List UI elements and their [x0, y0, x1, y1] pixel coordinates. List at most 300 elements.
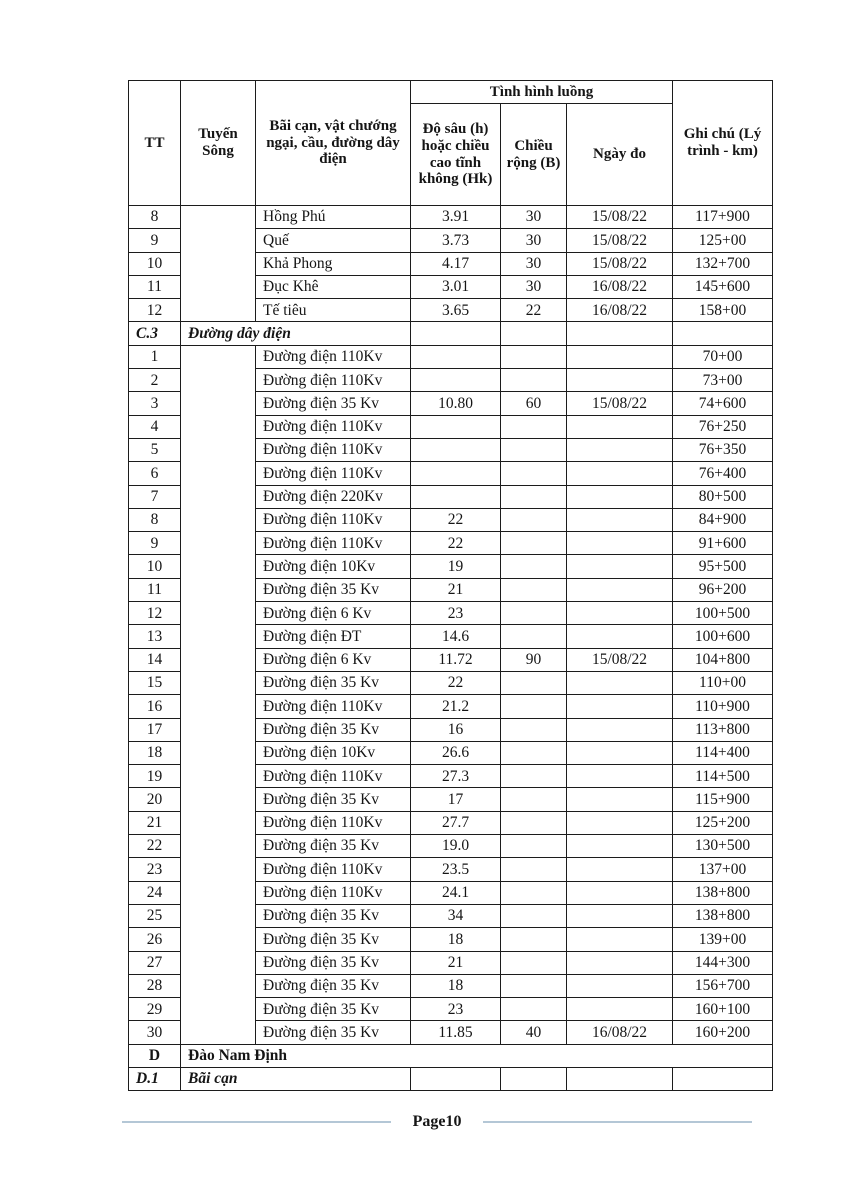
cell-width [501, 438, 567, 461]
cell-width [501, 578, 567, 601]
cell-date [567, 998, 673, 1021]
cell-date [567, 322, 673, 345]
cell-date [567, 369, 673, 392]
cell-width [501, 998, 567, 1021]
channel-survey-table [128, 80, 773, 1091]
cell-depth: 18 [411, 974, 501, 997]
cell-tt: 16 [129, 695, 181, 718]
header-river-route: Tuyến Sông [181, 81, 256, 206]
cell-route [181, 252, 256, 275]
cell-date [567, 438, 673, 461]
cell-tt: 10 [129, 555, 181, 578]
table-row [129, 485, 773, 508]
cell-name: Đường điện 35 Kv [256, 928, 411, 951]
cell-note: 76+400 [673, 462, 773, 485]
cell-tt: 1 [129, 345, 181, 368]
cell-name: Đường điện 35 Kv [256, 904, 411, 927]
cell-note: 138+800 [673, 904, 773, 927]
cell-tt: 18 [129, 741, 181, 764]
cell-note: 84+900 [673, 508, 773, 531]
header-channel-group: Tình hình luồng [411, 81, 673, 104]
cell-date: 15/08/22 [567, 648, 673, 671]
cell-width: 40 [501, 1021, 567, 1044]
cell-name: Đường điện 110Kv [256, 415, 411, 438]
cell-name: Đường điện 110Kv [256, 765, 411, 788]
cell-date: 15/08/22 [567, 392, 673, 415]
cell-date: 15/08/22 [567, 206, 673, 229]
cell-name: Đường điện 110Kv [256, 695, 411, 718]
cell-route [181, 788, 256, 811]
cell-name: Đường điện 35 Kv [256, 671, 411, 694]
cell-route [181, 229, 256, 252]
cell-route [181, 462, 256, 485]
cell-date [567, 858, 673, 881]
cell-width [501, 485, 567, 508]
cell-width [501, 345, 567, 368]
cell-depth [411, 462, 501, 485]
cell-tt: 11 [129, 578, 181, 601]
cell-depth: 3.73 [411, 229, 501, 252]
cell-date [567, 811, 673, 834]
cell-width [501, 462, 567, 485]
cell-route [181, 974, 256, 997]
section-row [129, 1067, 773, 1090]
cell-date [567, 765, 673, 788]
header-tt: TT [129, 81, 181, 206]
cell-depth [411, 415, 501, 438]
cell-tt: 11 [129, 275, 181, 298]
cell-width: 30 [501, 275, 567, 298]
cell-width [501, 555, 567, 578]
cell-depth: 24.1 [411, 881, 501, 904]
cell-depth: 22 [411, 532, 501, 555]
cell-name: Đường điện 110Kv [256, 462, 411, 485]
cell-route [181, 881, 256, 904]
cell-route [181, 998, 256, 1021]
cell-tt: 12 [129, 602, 181, 625]
cell-name: Đường điện 110Kv [256, 369, 411, 392]
cell-note [673, 1067, 773, 1090]
cell-width: 30 [501, 229, 567, 252]
cell-width [501, 671, 567, 694]
cell-depth: 11.72 [411, 648, 501, 671]
cell-depth [411, 345, 501, 368]
cell-name: Đường điện 35 Kv [256, 578, 411, 601]
cell-name: Khả Phong [256, 252, 411, 275]
cell-tt: 25 [129, 904, 181, 927]
cell-name: Đường điện 6 Kv [256, 602, 411, 625]
cell-depth: 11.85 [411, 1021, 501, 1044]
cell-route [181, 485, 256, 508]
header-width: Chiều rộng (B) [501, 104, 567, 206]
cell-date [567, 788, 673, 811]
cell-note: 145+600 [673, 275, 773, 298]
cell-tt: 8 [129, 206, 181, 229]
cell-depth [411, 369, 501, 392]
cell-route [181, 392, 256, 415]
cell-width [501, 951, 567, 974]
cell-width: 30 [501, 252, 567, 275]
cell-date [567, 718, 673, 741]
cell-name: Đường điện 10Kv [256, 741, 411, 764]
cell-note: 114+400 [673, 741, 773, 764]
cell-note: 137+00 [673, 858, 773, 881]
table-row [129, 345, 773, 368]
cell-depth: 18 [411, 928, 501, 951]
cell-depth: 21.2 [411, 695, 501, 718]
header-note: Ghi chú (Lý trình - km) [673, 81, 773, 206]
cell-name: Đường điện 6 Kv [256, 648, 411, 671]
cell-width [501, 1067, 567, 1090]
cell-tt: 8 [129, 508, 181, 531]
cell-depth: 3.65 [411, 299, 501, 322]
cell-width [501, 928, 567, 951]
cell-tt: 28 [129, 974, 181, 997]
cell-tt: C.3 [129, 322, 181, 345]
cell-route [181, 345, 256, 368]
cell-route [181, 532, 256, 555]
cell-name: Đường điện 110Kv [256, 532, 411, 555]
cell-tt: 7 [129, 485, 181, 508]
cell-date [567, 345, 673, 368]
cell-width: 90 [501, 648, 567, 671]
cell-note: 115+900 [673, 788, 773, 811]
cell-note: 74+600 [673, 392, 773, 415]
cell-section-title: Đào Nam Định [181, 1044, 773, 1067]
cell-note: 100+500 [673, 602, 773, 625]
cell-date [567, 625, 673, 648]
cell-tt: 13 [129, 625, 181, 648]
cell-note: 110+00 [673, 671, 773, 694]
cell-depth: 16 [411, 718, 501, 741]
cell-tt: 21 [129, 811, 181, 834]
cell-tt: 6 [129, 462, 181, 485]
cell-name: Đường điện 110Kv [256, 858, 411, 881]
cell-depth: 23.5 [411, 858, 501, 881]
cell-note [673, 322, 773, 345]
cell-tt: 4 [129, 415, 181, 438]
header-depth: Độ sâu (h) hoặc chiều cao tĩnh không (Hk) [411, 104, 501, 206]
cell-route [181, 578, 256, 601]
cell-note: 132+700 [673, 252, 773, 275]
cell-note: 158+00 [673, 299, 773, 322]
table-row [129, 811, 773, 834]
cell-depth [411, 1067, 501, 1090]
cell-width: 22 [501, 299, 567, 322]
cell-date [567, 904, 673, 927]
cell-depth: 21 [411, 951, 501, 974]
cell-date [567, 835, 673, 858]
table-row [129, 904, 773, 927]
table-row [129, 858, 773, 881]
cell-tt: 27 [129, 951, 181, 974]
cell-route [181, 602, 256, 625]
page-number: Page10 [412, 1113, 462, 1130]
cell-name: Đường điện 110Kv [256, 881, 411, 904]
cell-width [501, 695, 567, 718]
cell-route [181, 695, 256, 718]
cell-route [181, 811, 256, 834]
cell-width [501, 974, 567, 997]
cell-date [567, 951, 673, 974]
cell-depth: 27.7 [411, 811, 501, 834]
cell-note: 95+500 [673, 555, 773, 578]
table-row [129, 765, 773, 788]
table-row [129, 299, 773, 322]
cell-note: 138+800 [673, 881, 773, 904]
cell-route [181, 415, 256, 438]
cell-depth: 10.80 [411, 392, 501, 415]
cell-name: Quế [256, 229, 411, 252]
cell-tt: 14 [129, 648, 181, 671]
cell-tt: 22 [129, 835, 181, 858]
cell-date [567, 555, 673, 578]
cell-name: Đường điện 35 Kv [256, 974, 411, 997]
cell-depth: 22 [411, 508, 501, 531]
cell-depth: 14.6 [411, 625, 501, 648]
cell-name: Đường điện 35 Kv [256, 718, 411, 741]
cell-width [501, 718, 567, 741]
cell-route [181, 206, 256, 229]
table-row [129, 252, 773, 275]
cell-depth: 34 [411, 904, 501, 927]
cell-name: Đường điện 35 Kv [256, 835, 411, 858]
cell-date: 16/08/22 [567, 299, 673, 322]
cell-route [181, 671, 256, 694]
cell-note: 113+800 [673, 718, 773, 741]
footer-rule-left [122, 1121, 391, 1123]
table-row [129, 648, 773, 671]
table-row [129, 415, 773, 438]
table-row [129, 369, 773, 392]
cell-date [567, 928, 673, 951]
cell-date [567, 578, 673, 601]
cell-width [501, 788, 567, 811]
cell-route [181, 299, 256, 322]
cell-tt: 9 [129, 229, 181, 252]
cell-tt: D [129, 1044, 181, 1067]
cell-note: 110+900 [673, 695, 773, 718]
footer-rule-right [483, 1121, 752, 1123]
cell-note: 156+700 [673, 974, 773, 997]
cell-note: 130+500 [673, 835, 773, 858]
cell-note: 160+100 [673, 998, 773, 1021]
cell-date: 15/08/22 [567, 252, 673, 275]
table-row [129, 229, 773, 252]
cell-route [181, 369, 256, 392]
cell-route [181, 438, 256, 461]
cell-note: 76+250 [673, 415, 773, 438]
cell-date [567, 671, 673, 694]
cell-name: Đường điện 110Kv [256, 438, 411, 461]
cell-depth: 19.0 [411, 835, 501, 858]
cell-date: 15/08/22 [567, 229, 673, 252]
cell-tt: 24 [129, 881, 181, 904]
cell-name: Đường điện 35 Kv [256, 998, 411, 1021]
table-row [129, 718, 773, 741]
table-row [129, 508, 773, 531]
cell-date: 16/08/22 [567, 1021, 673, 1044]
cell-tt: 17 [129, 718, 181, 741]
cell-route [181, 928, 256, 951]
cell-note: 117+900 [673, 206, 773, 229]
cell-date [567, 741, 673, 764]
table-row [129, 206, 773, 229]
cell-route [181, 648, 256, 671]
table-row [129, 392, 773, 415]
table-row [129, 695, 773, 718]
cell-name: Đường điện 220Kv [256, 485, 411, 508]
cell-route [181, 555, 256, 578]
cell-width [501, 835, 567, 858]
table-row [129, 438, 773, 461]
cell-note: 104+800 [673, 648, 773, 671]
cell-date [567, 415, 673, 438]
cell-route [181, 625, 256, 648]
cell-width: 60 [501, 392, 567, 415]
cell-depth: 26.6 [411, 741, 501, 764]
cell-tt: 20 [129, 788, 181, 811]
cell-name: Đường điện 35 Kv [256, 951, 411, 974]
cell-width [501, 811, 567, 834]
cell-tt: 5 [129, 438, 181, 461]
cell-date [567, 974, 673, 997]
cell-note: 125+00 [673, 229, 773, 252]
cell-date: 16/08/22 [567, 275, 673, 298]
cell-width [501, 508, 567, 531]
table-row [129, 1021, 773, 1044]
header-obstacle: Bãi cạn, vật chướng ngại, cầu, đường dây điện [256, 81, 411, 206]
table-row [129, 928, 773, 951]
cell-depth: 21 [411, 578, 501, 601]
cell-width [501, 904, 567, 927]
cell-name: Đường điện 35 Kv [256, 1021, 411, 1044]
cell-note: 73+00 [673, 369, 773, 392]
cell-tt: 3 [129, 392, 181, 415]
cell-depth: 3.01 [411, 275, 501, 298]
cell-depth: 22 [411, 671, 501, 694]
cell-name: Đường điện 10Kv [256, 555, 411, 578]
cell-depth: 23 [411, 602, 501, 625]
cell-tt: 23 [129, 858, 181, 881]
table-row [129, 671, 773, 694]
cell-route [181, 904, 256, 927]
cell-depth [411, 485, 501, 508]
cell-note: 91+600 [673, 532, 773, 555]
cell-note: 139+00 [673, 928, 773, 951]
table-row [129, 625, 773, 648]
table-row [129, 275, 773, 298]
table-row [129, 532, 773, 555]
table-row [129, 835, 773, 858]
section-row [129, 1044, 773, 1067]
cell-route [181, 275, 256, 298]
table-row [129, 462, 773, 485]
table-row [129, 951, 773, 974]
cell-width [501, 741, 567, 764]
cell-tt: 29 [129, 998, 181, 1021]
cell-depth: 19 [411, 555, 501, 578]
cell-width [501, 322, 567, 345]
cell-route [181, 718, 256, 741]
cell-route [181, 741, 256, 764]
cell-name: Đường điện ĐT [256, 625, 411, 648]
cell-route [181, 508, 256, 531]
cell-date [567, 1067, 673, 1090]
cell-route [181, 765, 256, 788]
cell-name: Đường điện 35 Kv [256, 788, 411, 811]
cell-width: 30 [501, 206, 567, 229]
cell-section-title: Bãi cạn [181, 1067, 411, 1090]
cell-name: Đường điện 35 Kv [256, 392, 411, 415]
cell-note: 70+00 [673, 345, 773, 368]
cell-width [501, 881, 567, 904]
cell-date [567, 532, 673, 555]
page-footer [122, 1110, 752, 1134]
cell-depth: 23 [411, 998, 501, 1021]
table-row [129, 602, 773, 625]
cell-route [181, 858, 256, 881]
cell-tt: 19 [129, 765, 181, 788]
cell-name: Hồng Phú [256, 206, 411, 229]
cell-width [501, 369, 567, 392]
cell-date [567, 462, 673, 485]
cell-note: 100+600 [673, 625, 773, 648]
cell-width [501, 532, 567, 555]
cell-note: 125+200 [673, 811, 773, 834]
header-date: Ngày đo [567, 104, 673, 206]
cell-section-title: Đường dây điện [181, 322, 411, 345]
cell-depth [411, 438, 501, 461]
cell-note: 80+500 [673, 485, 773, 508]
cell-note: 96+200 [673, 578, 773, 601]
cell-name: Tế tiêu [256, 299, 411, 322]
cell-tt: 2 [129, 369, 181, 392]
table-row [129, 881, 773, 904]
cell-date [567, 485, 673, 508]
table-row [129, 741, 773, 764]
cell-date [567, 695, 673, 718]
cell-name: Đục Khê [256, 275, 411, 298]
cell-width [501, 625, 567, 648]
cell-note: 144+300 [673, 951, 773, 974]
cell-name: Đường điện 110Kv [256, 508, 411, 531]
table-body [129, 206, 773, 1091]
cell-depth [411, 322, 501, 345]
cell-depth: 4.17 [411, 252, 501, 275]
table-row [129, 974, 773, 997]
cell-route [181, 1021, 256, 1044]
cell-date [567, 508, 673, 531]
cell-date [567, 602, 673, 625]
cell-note: 160+200 [673, 1021, 773, 1044]
cell-tt: 15 [129, 671, 181, 694]
header-row-group [129, 81, 773, 104]
cell-depth: 17 [411, 788, 501, 811]
table-row [129, 578, 773, 601]
cell-name: Đường điện 110Kv [256, 811, 411, 834]
cell-tt: 9 [129, 532, 181, 555]
cell-name: Đường điện 110Kv [256, 345, 411, 368]
cell-width [501, 765, 567, 788]
cell-width [501, 858, 567, 881]
cell-tt: 26 [129, 928, 181, 951]
section-row [129, 322, 773, 345]
table-header [129, 81, 773, 206]
cell-note: 76+350 [673, 438, 773, 461]
cell-tt: D.1 [129, 1067, 181, 1090]
cell-date [567, 881, 673, 904]
